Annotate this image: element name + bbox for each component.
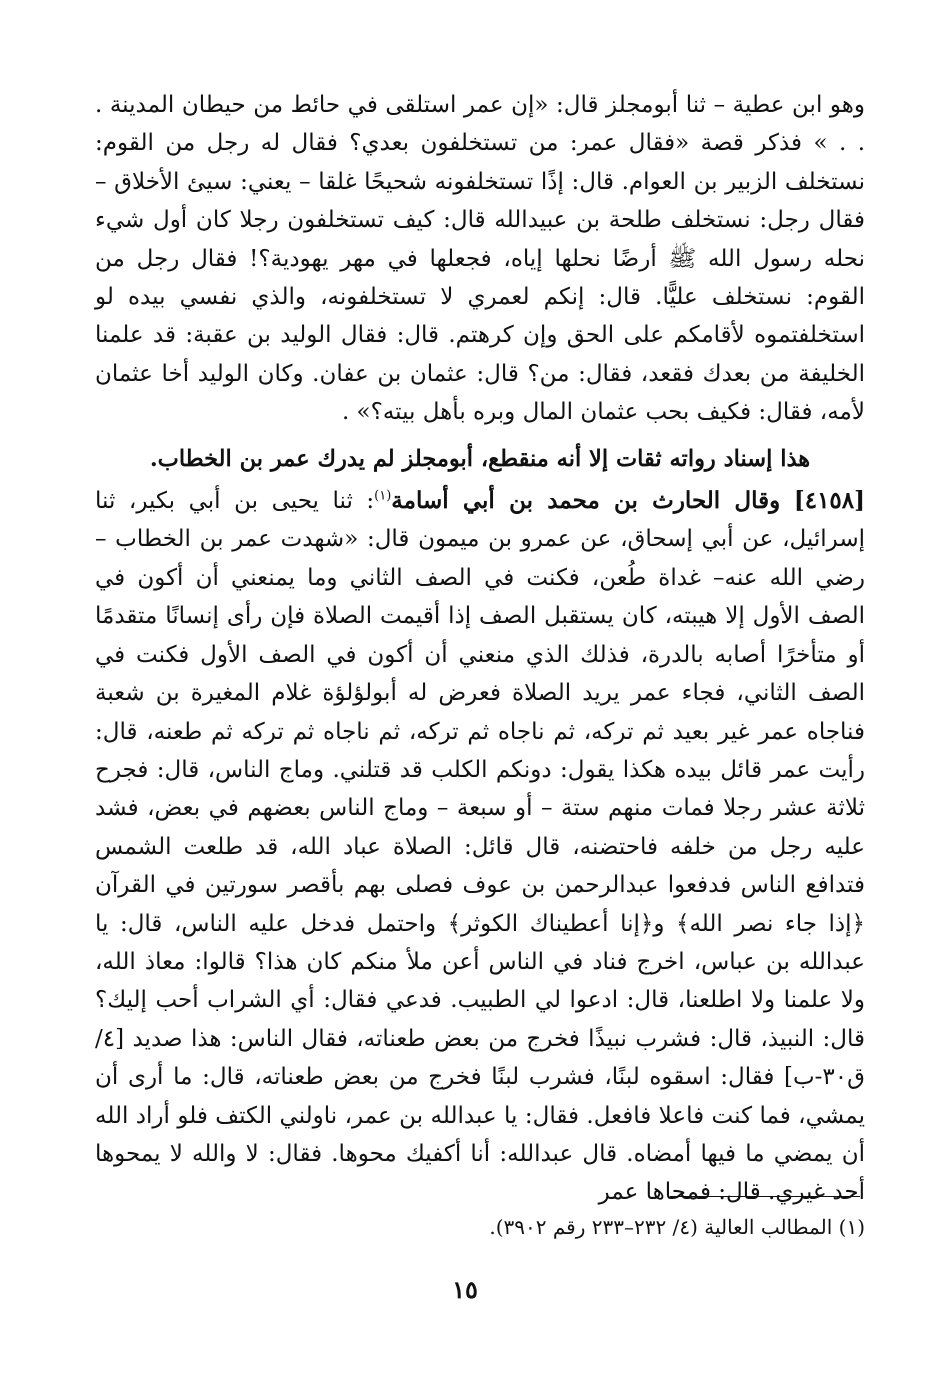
footnote: (١) المطالب العالية (٤/ ٢٣٢–٢٣٣ رقم ٣٩٠٢).: [489, 1215, 865, 1239]
page-number: ١٥: [452, 1275, 478, 1304]
hadith-body: : ثنا يحيى بن أبي بكير، ثنا إسرائيل، عن أبي إسحاق، عن عمرو بن ميمون قال: «شهدت عمر بن الخطاب –رضي الله عنه– غداة طُعن، فكنت في الصف الثاني وما يمنعني أن أكون في الصف الأول إلا هيبته، كان يستقبل الصف إذا أقيمت الصلاة فإن رأى إنسانًا متقدمًا أو متأخرًا أصابه بالدرة، فذلك الذي منعني أن أكون في الصف الأول فكنت في الصف الثاني، فجاء عمر يريد الصلاة فعرض له أبولؤلؤة غلام المغيرة بن شعبة فناجاه عمر غير بعيد ثم تركه، ثم ناجاه ثم تركه، ثم ناجاه ثم تركه ثم طعنه، قال: رأيت عمر قائل بيده هكذا يقول: دونكم الكلب قد قتلني. وماج الناس، قال: فجرح ثلاثة عشر رجلا فمات منهم ستة – أو سبعة – وماج الناس بعضهم في بعض، فشد عليه رجل من خلفه فاحتضنه، قال قائل: الصلاة عباد الله، قد طلعت الشمس فتدافع الناس فدفعوا عبدالرحمن بن عوف فصلى بهم بأقصر سورتين في القرآن ﴿إذا جاء نصر الله﴾ و﴿إنا أعطيناك الكوثر﴾ واحتمل فدخل عليه الناس، قال: يا عبدالله بن عباس، اخرج فناد في الناس أعن ملأ منكم كان هذا؟ قالوا: معاذ الله، ولا علمنا ولا اطلعنا، قال: ادعوا لي الطبيب. فدعي فقال: أي الشراب أحب إليك؟ قال: النبيذ، قال: فشرب نبيذًا فخرج من بعض طعناته، فقال الناس: هذا صديد [٤/ق٣٠-ب] فقال: اسقوه لبنًا، فشرب لبنًا فخرج من بعض طعناته، قال: ما أرى أن يمشي، فما كنت فاعلا فافعل. فقال: يا عبدالله بن عمر، ناولني الكتف فلو أراد الله أن يمضي ما فيها أمضاه. قال عبدالله: أنا أكفيك محوها. فقال: لا والله لا يمحوها أحد غيري. قال: فمحاها عمر: [95, 488, 865, 1206]
footnote-marker: (١): [374, 488, 392, 504]
intro-paragraph: وهو ابن عطية – ثنا أبومجلز قال: «إن عمر استلقى في حائط من حيطان المدينة . . . » فذكر قصة «فقال عمر: من تستخلفون بعدي؟ فقال له رجل من القوم: نستخلف الزبير بن العوام. قال: إذًا تستخلفونه شحيحًا غلقا – يعني: سيئ الأخلاق – فقال رجل: نستخلف طلحة بن عبيدالله قال: كيف تستخلفون رجلا كان أول شيء نحله رسول الله ﷺ أرضًا نحلها إياه، فجعلها في مهر يهودية؟! فقال رجل من القوم: نستخلف عليًّا. قال: إنكم لعمري لا تستخلفونه، والذي نفسي بيده لو استخلفتموه لأقامكم على الحق وإن كرهتم. قال: فقال الوليد بن عقبة: قد علمنا الخليفة من بعدك فقعد، فقال: من؟ قال: عثمان بن عفان. وكان الوليد أخا عثمان لأمه، فقال: فكيف بحب عثمان المال وبره بأهل بيته؟» .: [95, 92, 865, 426]
main-text: [95, 86, 865, 1212]
hadith-number: [٤١٥٨]: [793, 487, 866, 515]
hadith-narrator-intro: وقال الحارث بن محمد بن أبي أسامة: [391, 487, 781, 515]
hadith-paragraph: [95, 482, 865, 1212]
footnote-divider: [670, 1196, 860, 1197]
isnad-note: هذا إسناد رواته ثقات إلا أنه منقطع، أبومجلز لم يدرك عمر بن الخطاب.: [149, 445, 811, 472]
